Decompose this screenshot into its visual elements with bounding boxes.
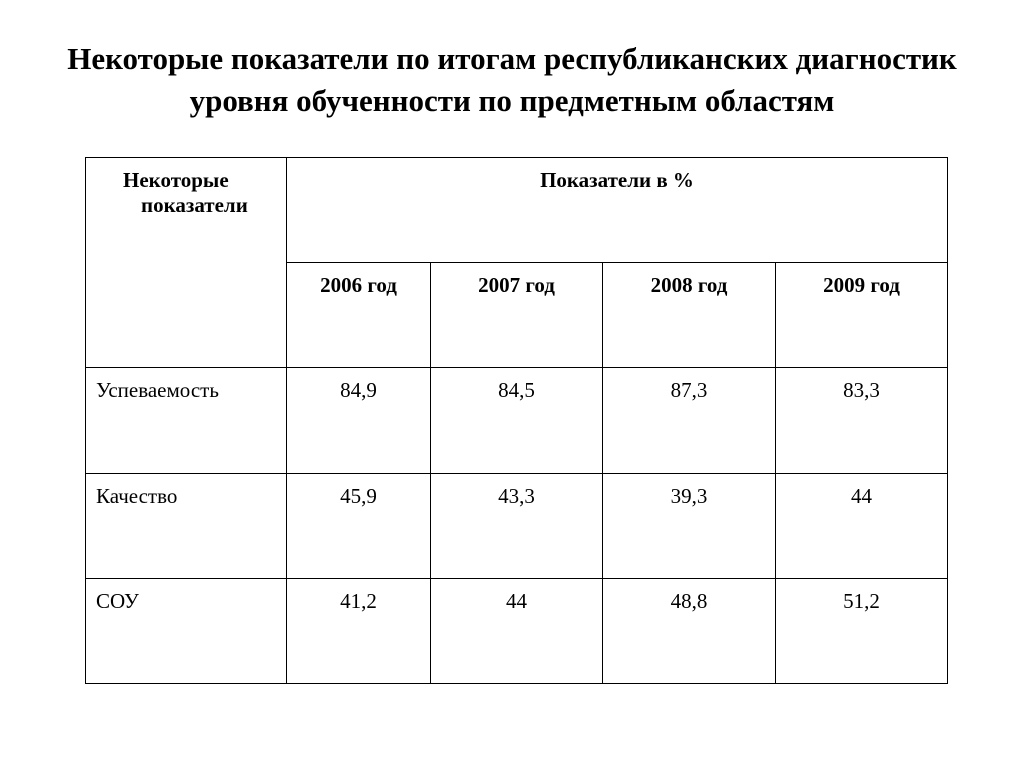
table-cell: 87,3 — [603, 368, 776, 473]
group-header-cell: Показатели в % — [287, 158, 948, 263]
page-title — [0, 38, 1024, 122]
table-row — [86, 368, 948, 473]
table-cell: 83,3 — [776, 368, 948, 473]
year-header-2006: 2006 год — [287, 263, 431, 368]
table-cell: 44 — [431, 578, 603, 683]
table-cell: 51,2 — [776, 578, 948, 683]
indicators-table — [85, 157, 948, 684]
corner-header-line-1: Некоторые — [123, 168, 229, 192]
year-header-2008: 2008 год — [603, 263, 776, 368]
year-header-2009: 2009 год — [776, 263, 948, 368]
table-row — [86, 473, 948, 578]
corner-header-line-2: показатели — [141, 193, 248, 217]
table-header-row — [86, 158, 948, 263]
table-cell: 45,9 — [287, 473, 431, 578]
table-cell: 39,3 — [603, 473, 776, 578]
row-label-kachestvo: Качество — [86, 473, 287, 578]
year-header-2007: 2007 год — [431, 263, 603, 368]
table-cell: 44 — [776, 473, 948, 578]
page-title-line-1: Некоторые показатели по итогам республиканских диагностик — [67, 41, 957, 76]
row-label-uspevaemost: Успеваемость — [86, 368, 287, 473]
table-cell: 84,9 — [287, 368, 431, 473]
table-cell: 48,8 — [603, 578, 776, 683]
table-cell: 84,5 — [431, 368, 603, 473]
page-title-line-2: уровня обученности по предметным областям — [189, 83, 835, 118]
row-label-sou: СОУ — [86, 578, 287, 683]
table-cell: 43,3 — [431, 473, 603, 578]
table-row — [86, 578, 948, 683]
table-cell: 41,2 — [287, 578, 431, 683]
corner-header-cell — [86, 158, 287, 368]
